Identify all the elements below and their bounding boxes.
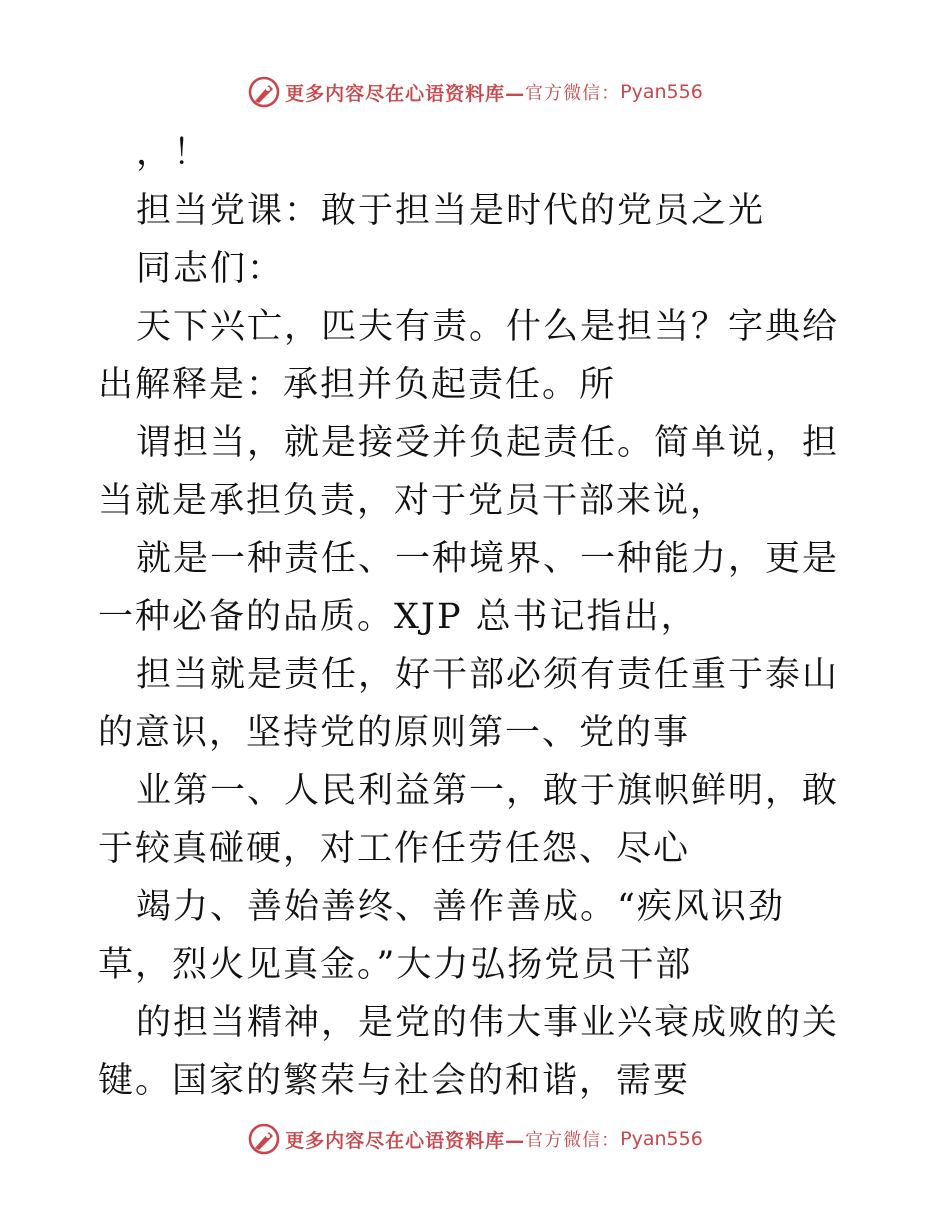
salutation: 同志们：	[136, 249, 285, 289]
paragraph: 天下兴亡，匹夫有责。什么是担当？字典给出解释是：承担并负起责任。所	[98, 307, 840, 405]
footer-banner	[0, 1119, 950, 1159]
paragraph: 业第一、人民利益第一，敢于旗帜鲜明，敢于较真碰硬，对工作任劳任怨、尽心	[98, 771, 840, 869]
header-text: 更多内容尽在心语资料库—	[285, 82, 526, 105]
document-body	[98, 124, 858, 1110]
paragraph: 就是一种责任、一种境界、一种能力，更是一种必备的品质。XJP 总书记指出，	[98, 539, 840, 637]
paragraph: ，！	[136, 133, 211, 173]
paragraph: 担当就是责任，好干部必须有责任重于泰山的意识，坚持党的原则第一、党的事	[98, 655, 840, 753]
pen-nib-logo-icon	[247, 75, 281, 109]
paragraph: 竭力、善始善终、善作善成。“疾风识劲草，烈火见真金。”大力弘扬党员干部	[98, 887, 785, 985]
footer-wechat-label: 官方微信：	[525, 1130, 621, 1151]
pen-nib-logo-icon	[247, 1122, 281, 1156]
paragraph: 的担当精神，是党的伟大事业兴衰成败的关键。国家的繁荣与社会的和谐，需要	[98, 1003, 840, 1101]
footer-wechat-id: Pyan556	[620, 1128, 703, 1150]
header-banner	[0, 72, 950, 112]
document-title: 担当党课：敢于担当是时代的党员之光	[136, 191, 766, 231]
header-wechat-label: 官方微信：	[525, 83, 621, 104]
footer-text: 更多内容尽在心语资料库—	[285, 1129, 526, 1152]
header-wechat-id: Pyan556	[620, 81, 703, 103]
paragraph: 谓担当，就是接受并负起责任。简单说，担当就是承担负责，对于党员干部来说，	[98, 423, 840, 521]
